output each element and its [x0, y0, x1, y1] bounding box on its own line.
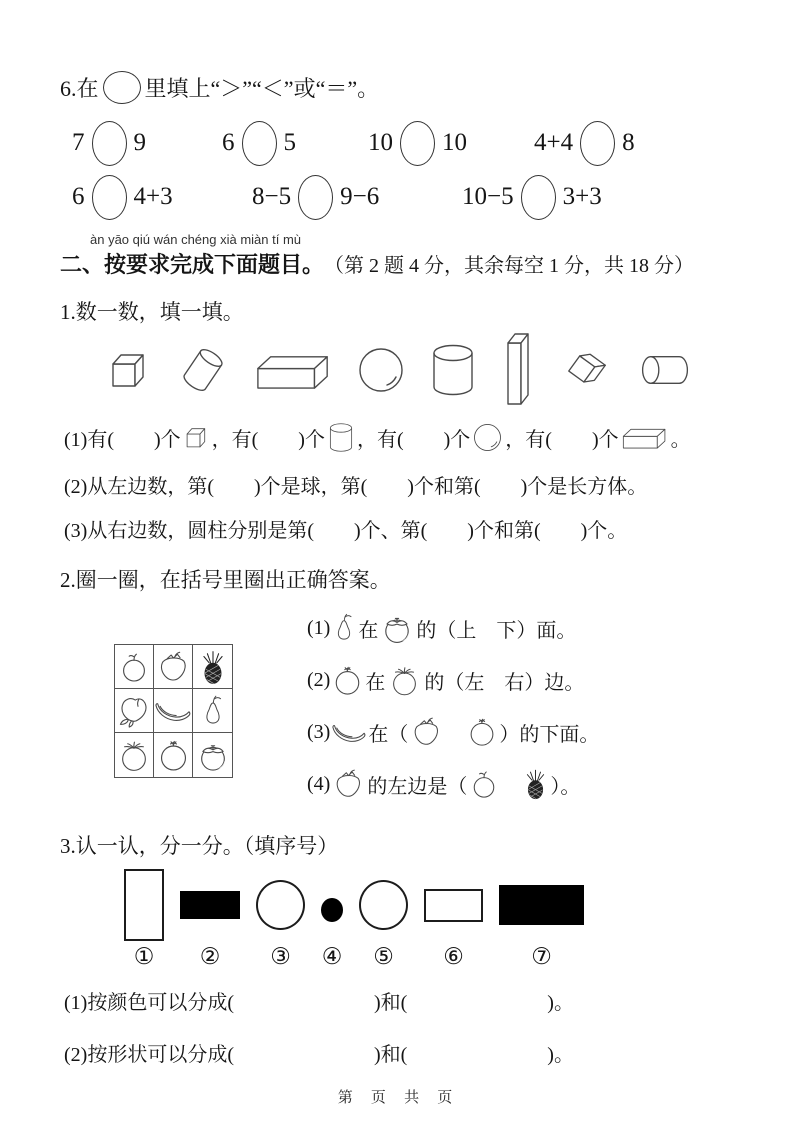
- page-footer: 第 页 共 页: [337, 1089, 460, 1106]
- orange-icon: [157, 739, 190, 772]
- q2-body: [60, 608, 737, 816]
- q3-shape-col: [180, 868, 240, 972]
- orange-icon[interactable]: [467, 717, 497, 747]
- cuboid-thin-icon: [500, 330, 538, 410]
- q2-text: (3): [307, 720, 331, 743]
- shape-number: ④: [321, 944, 343, 969]
- answer-circle[interactable]: [521, 175, 556, 220]
- shape-number: ⑤: [373, 944, 394, 969]
- q2-text: (1): [307, 616, 331, 639]
- left-operand: 4+4: [534, 129, 574, 156]
- left-operand: 6: [222, 129, 235, 156]
- q3-line1: (1)按颜色可以分成( )和( )。: [64, 992, 574, 1014]
- fruit-cell: [115, 645, 154, 689]
- q2-text: 在（: [368, 723, 409, 746]
- left-operand: 10: [368, 129, 393, 156]
- shape-number: ②: [199, 944, 221, 969]
- q3-line2: (2)按形状可以分成( )和( )。: [64, 1044, 574, 1066]
- q2-text: 的左边是（: [367, 775, 468, 798]
- fruit-cell: [154, 645, 193, 689]
- answer-circle[interactable]: [92, 175, 127, 220]
- q2-text: 在: [365, 671, 386, 694]
- q2-text: (4): [307, 772, 331, 795]
- fruit-cell: [115, 733, 154, 777]
- banana-icon: [332, 721, 366, 744]
- q1-line1-text: ，有( )个: [211, 428, 325, 451]
- fruit-cell: [193, 645, 232, 689]
- q1-line3: (3)从右边数，圆柱分别是第( )个、第( )个和第( )个。: [64, 520, 628, 542]
- answer-circle[interactable]: [92, 121, 127, 166]
- cylinder-side-icon: [638, 350, 692, 390]
- white-rectangle-vertical-icon: [124, 869, 164, 941]
- comparison-item: [72, 116, 146, 170]
- q6-title: [60, 70, 737, 104]
- right-operand: 8: [622, 129, 635, 156]
- cuboid-icon: [254, 348, 334, 393]
- pineapple-icon: [199, 648, 227, 686]
- tomato-icon: [387, 664, 422, 697]
- q2-text: [501, 770, 521, 799]
- fruit-cell: [193, 689, 232, 733]
- q1-line1-text: ，有( )个: [505, 428, 619, 451]
- q1-line1-text: 。: [670, 428, 691, 451]
- q3-shape-col: [124, 868, 164, 972]
- q6-row1: [60, 116, 737, 170]
- answer-circle[interactable]: [580, 121, 615, 166]
- q1-title: 1.数一数，填一填。: [60, 300, 244, 324]
- section2-title: 二、按要求完成下面题目。: [60, 252, 325, 277]
- cylinder-icon: [428, 341, 478, 399]
- q1-line1-text: (1)有( )个: [64, 428, 181, 451]
- right-operand: 5: [283, 129, 296, 156]
- cube-icon: [183, 424, 210, 451]
- cube-icon: [106, 347, 152, 393]
- q2-sub4: [307, 764, 599, 804]
- q1-line1: [64, 420, 737, 454]
- left-operand: 10−5: [462, 183, 514, 210]
- fruit-cell: [154, 733, 193, 777]
- tomato-icon: [116, 738, 152, 773]
- section2-score-note: （第 2 题 4 分，其余每空 1 分，共 18 分）: [324, 255, 695, 277]
- black-rectangle-large-icon: [499, 885, 584, 925]
- answer-circle-icon: [103, 71, 141, 104]
- q2-text: ）。: [550, 775, 581, 798]
- fruit-cell: [115, 689, 154, 733]
- q2-text: 在: [358, 619, 379, 642]
- answer-circle[interactable]: [298, 175, 333, 220]
- strawberry-icon[interactable]: [410, 716, 443, 748]
- q2-text: [445, 718, 465, 747]
- fruit-cell: [193, 733, 232, 777]
- shape-number: ⑥: [443, 944, 464, 969]
- q2-text: ）的下面。: [499, 723, 600, 746]
- q3-shape-col: [256, 868, 305, 972]
- pineapple-icon[interactable]: [523, 767, 548, 801]
- section2-pinyin: àn yāo qiú wán chéng xià miàn tí mù: [90, 232, 302, 247]
- q6-row2: [60, 170, 737, 224]
- strawberry-icon: [156, 650, 191, 684]
- cuboid-icon: [621, 424, 669, 451]
- persimmon-icon: [380, 612, 414, 644]
- shape-number: ①: [133, 944, 155, 969]
- comparison-item: [462, 170, 602, 224]
- q2-choice-text[interactable]: 的（上 下）面。: [416, 619, 577, 642]
- q3-shape-col: [424, 868, 483, 972]
- q1-line1-text: ，有( )个: [356, 428, 471, 451]
- q3-shape-col: [321, 868, 343, 972]
- apple-icon[interactable]: [469, 769, 499, 799]
- right-operand: 9−6: [340, 183, 380, 210]
- q6-suffix: 里填上“＞”“＜”或“＝”。: [144, 75, 380, 101]
- left-operand: 7: [72, 129, 85, 156]
- sphere-icon: [356, 345, 406, 395]
- right-operand: 3+3: [562, 183, 602, 210]
- fruit-cell: [154, 689, 193, 733]
- fruit-grid: [114, 644, 233, 778]
- black-circle-small-icon: [321, 898, 343, 922]
- shape-number: ⑦: [531, 944, 552, 969]
- q2-choice-text[interactable]: 的（左 右）边。: [424, 671, 585, 694]
- q1-shape-row: [60, 330, 737, 410]
- sphere-icon: [472, 422, 503, 453]
- q2-sub3: [307, 712, 599, 752]
- cylinder-icon: [327, 421, 355, 454]
- q2-text: (2): [307, 668, 331, 691]
- shape-number: ③: [270, 944, 291, 969]
- black-rectangle-icon: [180, 891, 240, 919]
- comparison-item: [534, 116, 635, 170]
- q3-shape-col: [359, 868, 408, 972]
- left-operand: 8−5: [252, 183, 292, 210]
- q2-title: 2.圈一圈，在括号里圈出正确答案。: [60, 568, 391, 592]
- comparison-item: [222, 116, 296, 170]
- white-rectangle-icon: [424, 889, 483, 922]
- strawberry-icon: [332, 768, 365, 800]
- white-circle-icon: [256, 880, 305, 930]
- comparison-item: [368, 116, 467, 170]
- section2-heading: [60, 248, 737, 278]
- left-operand: 6: [72, 183, 85, 210]
- right-operand: 4+3: [133, 183, 173, 210]
- comparison-item: [72, 170, 173, 224]
- orange-icon: [332, 665, 363, 696]
- right-operand: 9: [133, 129, 146, 156]
- q2-sub1: [307, 608, 599, 648]
- peach-icon: [117, 693, 152, 729]
- q3-shape-col: [499, 868, 584, 972]
- q3-shape-row: [60, 868, 737, 972]
- comparison-item: [252, 170, 379, 224]
- right-operand: 10: [442, 129, 467, 156]
- q1-line2: (2)从左边数，第( )个是球，第( )个和第( )个是长方体。: [64, 476, 648, 498]
- banana-icon: [155, 699, 191, 723]
- persimmon-icon: [196, 739, 230, 772]
- white-circle-icon: [359, 880, 408, 930]
- cube-tilted-icon: [560, 342, 616, 398]
- q3-title: 3.认一认，分一分。（填序号）: [60, 834, 339, 858]
- q2-sub2: [307, 660, 599, 700]
- answer-circle[interactable]: [400, 121, 435, 166]
- cylinder-tilted-icon: [174, 341, 232, 399]
- pear-icon: [332, 612, 356, 644]
- answer-circle[interactable]: [242, 121, 277, 166]
- q6-prefix: 6.在: [60, 75, 99, 101]
- pear-icon: [200, 693, 226, 729]
- q2-questions: [307, 608, 599, 816]
- apple-icon: [118, 651, 150, 683]
